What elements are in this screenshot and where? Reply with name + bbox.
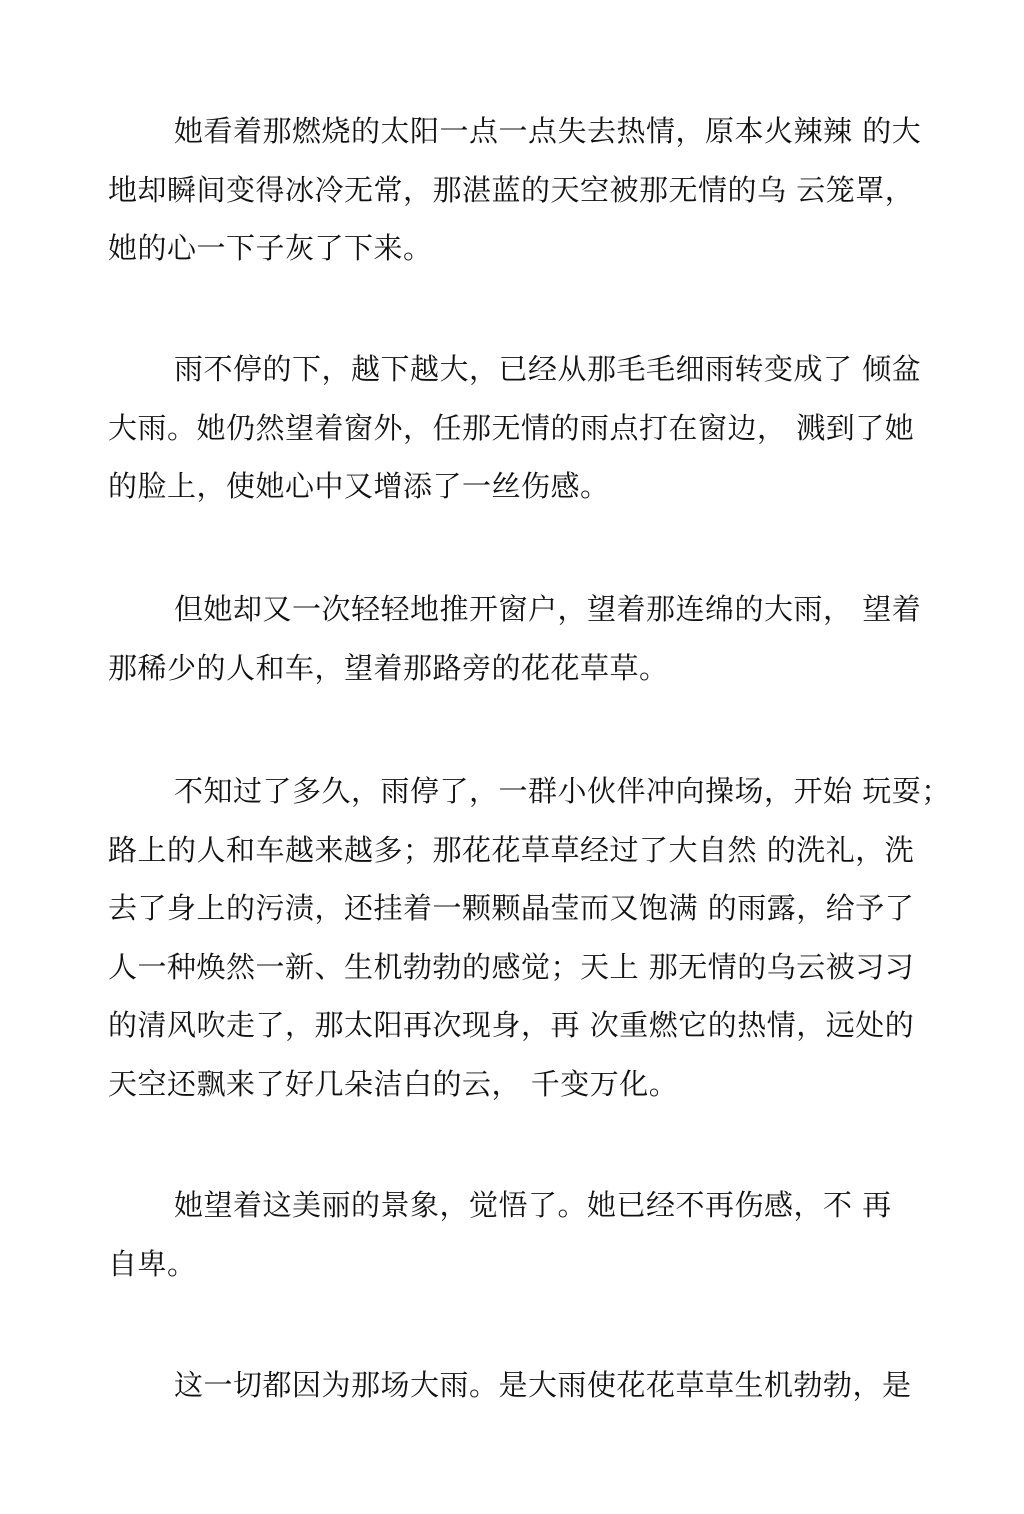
text-line: 她望着这美丽的景象，觉悟了。她已经不再伤感，不 再 bbox=[174, 1188, 892, 1222]
text-line: 自卑。 bbox=[108, 1246, 197, 1281]
text-line: 雨不停的下，越下越大，已经从那毛毛细雨转变成了 倾盆 bbox=[174, 352, 922, 386]
paragraph-4 bbox=[108, 762, 951, 1113]
text-line: 她看着那燃烧的太阳一点一点失去热情，原本火辣辣 的大 bbox=[174, 114, 922, 148]
paragraph-3 bbox=[108, 580, 938, 697]
paragraph-5 bbox=[108, 1176, 938, 1293]
text-line: 路上的人和车越来越多；那花花草草经过了大自然 的洗礼，洗 bbox=[108, 832, 915, 867]
text-line: 但她却又一次轻轻地推开窗户，望着那连绵的大雨， 望着 bbox=[174, 592, 922, 626]
text-line: 的脸上，使她心中又增添了一丝伤感。 bbox=[108, 469, 610, 503]
text-line: 地却瞬间变得冰冷无常，那湛蓝的天空被那无情的乌 云笼罩， bbox=[108, 172, 915, 207]
text-line: 大雨。她仍然望着窗外，任那无情的雨点打在窗边， 溅到了她 bbox=[108, 410, 915, 445]
text-line: 的清风吹走了，那太阳再次现身，再 次重燃它的热情，远处的 bbox=[108, 1008, 915, 1042]
text-line: 她的心一下子灰了下来。 bbox=[108, 231, 433, 265]
paragraph-1 bbox=[108, 102, 938, 278]
text-line: 人一种焕然一新、生机勃勃的感觉；天上 那无情的乌云被习习 bbox=[108, 949, 915, 984]
text-line: 那稀少的人和车，望着那路旁的花花草草。 bbox=[108, 650, 669, 685]
text-line: 去了身上的污渍，还挂着一颗颗晶莹而又饱满 的雨露，给予了 bbox=[108, 891, 915, 925]
text-line: 这一切都因为那场大雨。是大雨使花花草草生机勃勃，是 bbox=[174, 1368, 912, 1402]
text-line: 天空还飘来了好几朵洁白的云， 千变万化。 bbox=[108, 1066, 679, 1101]
paragraph-2 bbox=[108, 340, 938, 516]
text-line: 不知过了多久，雨停了，一群小伙伴冲向操场，开始 玩耍； bbox=[174, 774, 951, 808]
paragraph-6 bbox=[108, 1356, 938, 1415]
